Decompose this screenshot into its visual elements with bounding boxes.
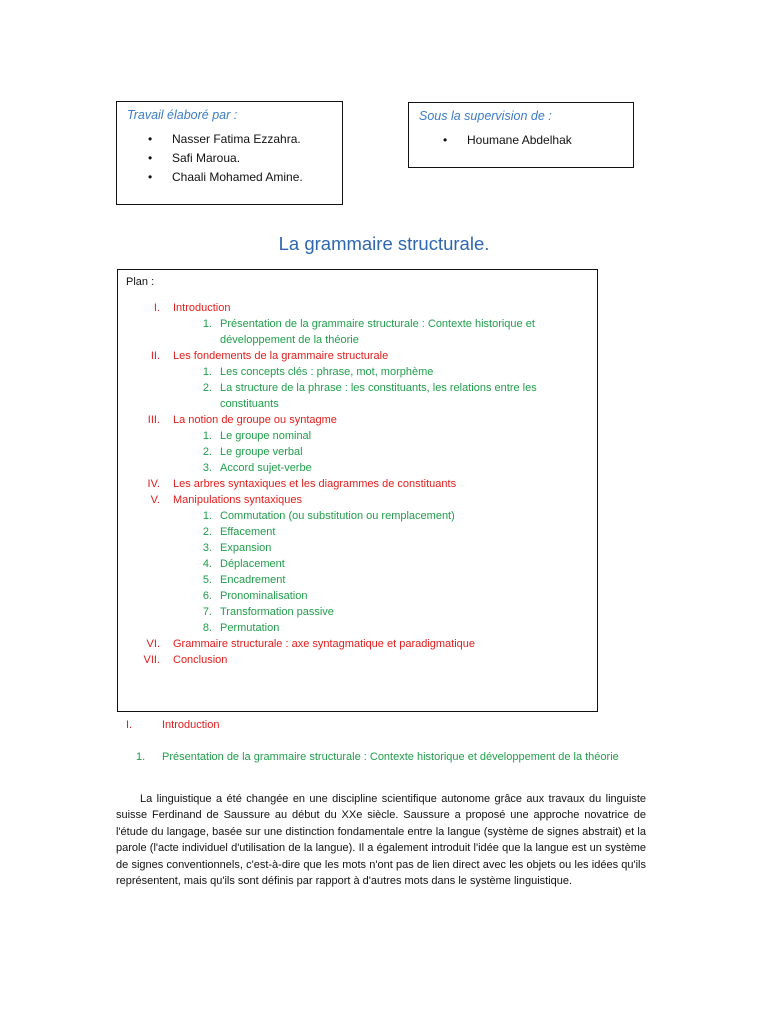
list-item [148,130,332,149]
plan-subsection [126,620,589,636]
plan-subsection [126,428,589,444]
bullet-icon: • [443,133,448,147]
plan-subsection [126,460,589,476]
plan-subsection-number: 8. [202,622,212,634]
plan-subsection [126,316,589,348]
plan-section [126,412,589,476]
plan-subsection [126,444,589,460]
list-item [148,168,332,187]
plan-section [126,492,589,636]
plan-section-row [126,412,589,428]
supervisor-box-title: Sous la supervision de : [419,109,552,123]
plan-section-number: V. [150,494,160,506]
plan-section-row [126,348,589,364]
supervisor-list [443,131,623,150]
plan-subsection-title: Pronominalisation [220,590,308,602]
plan-subsection-list [126,364,589,412]
plan-subsection-title: Effacement [220,526,276,538]
plan-section [126,476,589,492]
author-name: Safi Maroua. [172,151,241,165]
document-title: La grammaire structurale. [278,233,490,254]
plan-subsection-list [126,316,589,348]
plan-subsection-number: 7. [202,606,212,618]
plan-section-number: I. [153,302,160,314]
body-subsection-heading [136,749,656,766]
plan-section-title: Grammaire structurale : axe syntagmatique et paradigmatique [173,638,476,650]
plan-section [126,636,589,652]
section-title: Introduction [162,719,220,731]
plan-section [126,348,589,412]
plan-subsection-number: 2. [202,526,212,538]
plan-label: Plan : [126,276,155,288]
author-box-title: Travail élaboré par : [127,108,238,122]
plan-subsection-list [126,508,589,636]
plan-subsection-title: Commutation (ou substitution ou remplacement) [220,510,455,522]
plan-subsection [126,524,589,540]
plan-subsection-number: 2. [202,446,212,458]
plan-subsection [126,604,589,620]
plan-section-title: Les fondements de la grammaire structurale [173,350,389,362]
plan-subsection [126,380,589,412]
plan-subsection-number: 1. [202,430,212,442]
plan-subsection-number: 1. [202,318,212,330]
list-item [148,149,332,168]
plan-subsection [126,556,589,572]
section-number: I. [126,719,133,731]
plan-section-number: VII. [143,654,160,666]
plan-subsection [126,572,589,588]
plan-subsection-number: 6. [202,590,212,602]
plan-section-number: III. [147,414,160,426]
plan-subsection-title: Présentation de la grammaire structurale : Contexte historique et développement de la théorie [220,318,535,346]
plan-subsection-number: 2. [202,382,212,394]
plan-subsection-title: Le groupe nominal [220,430,312,442]
plan-subsection-list [126,428,589,476]
bullet-icon: • [148,170,153,184]
plan-subsection-title: Accord sujet-verbe [220,462,312,474]
list-item [443,131,623,150]
plan-subsection [126,364,589,380]
plan-subsection-title: Expansion [220,542,272,554]
plan-subsection-title: La structure de la phrase : les constituants, les relations entre les constituants [220,382,537,410]
subsection-title: Présentation de la grammaire structurale : Contexte historique et développement de la théorie [162,751,619,763]
plan-subsection-number: 1. [202,510,212,522]
plan-subsection-number: 3. [202,542,212,554]
plan-section-title: Les arbres syntaxiques et les diagrammes de constituants [173,478,457,490]
plan-subsection-title: Encadrement [220,574,286,586]
plan-subsection-title: Transformation passive [220,606,334,618]
plan-box [117,269,598,712]
plan-subsection [126,588,589,604]
supervisor-name: Houmane Abdelhak [467,133,572,147]
plan-section [126,652,589,668]
plan-subsection-number: 3. [202,462,212,474]
supervisor-box [408,102,634,168]
author-name: Chaali Mohamed Amine. [172,170,303,184]
author-list [148,130,332,187]
bullet-icon: • [148,151,153,165]
bullet-icon: • [148,132,153,146]
plan-subsection [126,540,589,556]
plan-section-number: IV. [147,478,160,490]
plan-section-row [126,636,589,652]
subsection-number: 1. [136,751,146,763]
plan-section-row [126,652,589,668]
plan-section-row [126,300,589,316]
plan-subsection [126,508,589,524]
plan-section [126,300,589,348]
plan-section-row [126,476,589,492]
plan-list [126,300,589,668]
plan-section-title: Conclusion [173,654,228,666]
author-name: Nasser Fatima Ezzahra. [172,132,301,146]
plan-subsection-title: Les concepts clés : phrase, mot, morphème [220,366,434,378]
plan-subsection-number: 4. [202,558,212,570]
plan-subsection-title: Déplacement [220,558,285,570]
plan-section-number: VI. [146,638,160,650]
plan-section-title: La notion de groupe ou syntagme [173,414,337,426]
author-box [116,101,343,205]
body-section-heading [126,717,646,733]
plan-subsection-number: 1. [202,366,212,378]
plan-subsection-title: Le groupe verbal [220,446,303,458]
plan-section-title: Manipulations syntaxiques [173,494,303,506]
plan-section-row [126,492,589,508]
body-paragraph: La linguistique a été changée en une discipline scientifique autonome grâce aux travaux du linguiste suisse Ferdinand de Saussure au début du XXe siècle. Saussure a proposé une approche novatrice de l'étude du langage, basée sur une distinction fondamentale entre la langue (système de signes abstrait) et la parole (l'acte individuel d'utilisation de la langue). Il a également introduit l'idée que la langue est un système de signes conventionnels, c'est-à-dire que les mots n'ont pas de lien direct avec les objets ou les idées qu'ils représentent, mais qu'ils sont définis par rapport à d'autres mots dans le système linguistique. [116,793,646,888]
plan-subsection-number: 5. [202,574,212,586]
plan-section-number: II. [150,350,160,362]
plan-section-title: Introduction [173,302,231,314]
plan-subsection-title: Permutation [220,622,280,634]
